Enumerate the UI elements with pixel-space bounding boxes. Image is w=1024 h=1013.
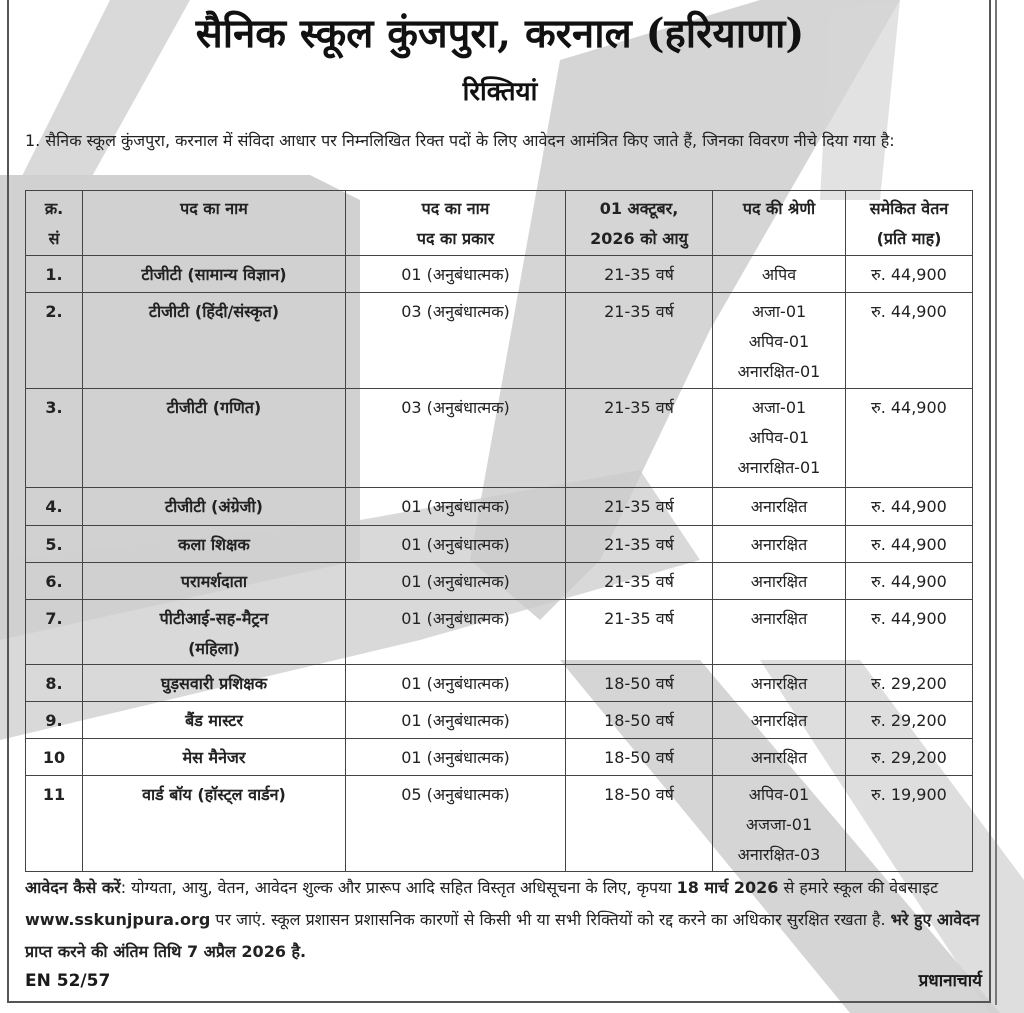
table-row [26,293,973,389]
cell-age: 21-35 वर्ष [566,256,713,293]
how-to-apply [25,872,987,968]
how-to-apply-text-1: : योग्यता, आयु, वेतन, आवेदन शुल्क और प्रारूप आदि सहित विस्तृत अधिसूचना के लिए, कृपया [120,878,677,897]
cell-post-type: 01 (अनुबंधात्मक) [346,702,566,739]
table-header-row [26,191,973,256]
cell-post-name [83,776,346,872]
reference-number: EN 52/57 [25,971,111,991]
signatory: प्रधानाचार्य [918,971,982,991]
notice-subtitle: रिक्तियां [462,77,538,107]
post-name-line: टीजीटी (सामान्य विज्ञान) [141,265,287,284]
cell-salary: रु. 29,200 [846,702,973,739]
post-name-line: टीजीटी (गणित) [166,398,262,417]
table-row [26,665,973,702]
application-deadline: भरे हुए आवेदन प्राप्त करने की अंतिम तिथि 7 अप्रैल 2026 है. [25,910,980,961]
category-line: अपिव-01 [748,332,810,351]
category-line: अनारक्षित [750,609,808,628]
post-name-line: परामर्शदाता [180,572,248,591]
cell-serial: 1. [26,256,83,293]
header-category: पद की श्रेणी [713,191,846,256]
table-row [26,256,973,293]
category-line: अनारक्षित [750,748,808,767]
cell-age: 18-50 वर्ष [566,776,713,872]
cell-post-type: 01 (अनुबंधात्मक) [346,526,566,563]
cell-post-type: 01 (अनुबंधात्मक) [346,488,566,526]
header-post-name: पद का नाम [83,191,346,256]
cell-post-name [83,739,346,776]
post-name-line: (महिला) [188,639,240,658]
cell-age: 18-50 वर्ष [566,702,713,739]
cell-post-name [83,702,346,739]
cell-salary: रु. 44,900 [846,600,973,665]
cell-age: 21-35 वर्ष [566,488,713,526]
table-row [26,776,973,872]
category-line: अनारक्षित [750,711,808,730]
cell-post-type: 01 (अनुबंधात्मक) [346,600,566,665]
cell-salary: रु. 44,900 [846,488,973,526]
table-row [26,389,973,488]
cell-serial: 10 [26,739,83,776]
cell-serial: 8. [26,665,83,702]
post-name-line: पीटीआई-सह-मैट्रन [159,609,269,628]
header-post-type: पद का नाम पद का प्रकार [346,191,566,256]
cell-category [713,665,846,702]
table-row [26,526,973,563]
cell-post-type: 01 (अनुबंधात्मक) [346,739,566,776]
cell-category [713,526,846,563]
cell-post-type: 03 (अनुबंधात्मक) [346,389,566,488]
cell-post-name [83,600,346,665]
application-start-date: 18 मार्च 2026 [676,878,779,897]
header-salary: समेकित वेतन (प्रति माह) [846,191,973,256]
cell-serial: 11 [26,776,83,872]
cell-age: 21-35 वर्ष [566,293,713,389]
post-name-line: टीजीटी (हिंदी/संस्कृत) [148,302,280,321]
table-row [26,488,973,526]
cell-category [713,256,846,293]
cell-age: 21-35 वर्ष [566,563,713,600]
cell-post-type: 01 (अनुबंधात्मक) [346,563,566,600]
cell-post-name [83,488,346,526]
cell-serial: 4. [26,488,83,526]
cell-post-type: 03 (अनुबंधात्मक) [346,293,566,389]
cell-age: 21-35 वर्ष [566,526,713,563]
category-line: अजजा-01 [745,815,813,834]
cell-salary: रु. 44,900 [846,389,973,488]
how-to-apply-text-2: से हमारे स्कूल की वेबसाइट [778,878,939,897]
how-to-apply-text-3: पर जाएं. स्कूल प्रशासन प्रशासनिक कारणों से किसी भी या सभी रिक्तियों को रद्द करने का अधिकार सुरक्षित रखता है. [210,910,891,929]
cell-serial: 7. [26,600,83,665]
cell-salary: रु. 44,900 [846,256,973,293]
cell-category [713,389,846,488]
cell-salary: रु. 44,900 [846,563,973,600]
category-line: अनारक्षित-01 [737,458,821,477]
cell-category [713,739,846,776]
category-line: अजा-01 [751,398,807,417]
intro-paragraph: 1. सैनिक स्कूल कुंजपुरा, करनाल में संविदा आधार पर निम्नलिखित रिक्त पदों के लिए आवेदन आमंत्रित किए जाते हैं, जिनका विवरण नीचे दिया गया है: [25,131,895,150]
category-line: अपिव [761,265,797,284]
table-row [26,739,973,776]
cell-category [713,488,846,526]
category-line: अनारक्षित [750,674,808,693]
cell-salary: रु. 44,900 [846,526,973,563]
cell-post-name [83,526,346,563]
category-line: अनारक्षित [750,497,808,516]
category-line: अपिव-01 [748,428,810,447]
post-name-line: बैंड मास्टर [185,711,243,730]
table-row [26,563,973,600]
post-name-line: वार्ड बॉय (हॉस्ट्ल वार्डन) [142,785,286,804]
cell-category [713,293,846,389]
table-row [26,600,973,665]
cell-age: 18-50 वर्ष [566,739,713,776]
how-to-apply-label: आवेदन कैसे करें [25,878,121,897]
category-line: अपिव-01 [748,785,810,804]
post-name-line: टीजीटी (अंग्रेजी) [165,497,263,516]
category-line: अनारक्षित [750,572,808,591]
cell-serial: 3. [26,389,83,488]
category-line: अनारक्षित-01 [737,362,821,381]
school-website-link[interactable]: www.sskunjpura.org [25,910,211,929]
category-line: अजा-01 [751,302,807,321]
header-sn: क्र. सं [26,191,83,256]
cell-serial: 9. [26,702,83,739]
vacancy-table [25,190,973,872]
cell-salary: रु. 44,900 [846,293,973,389]
cell-category [713,563,846,600]
post-name-line: घुड़सवारी प्रशिक्षक [160,674,268,693]
cell-category [713,776,846,872]
cell-post-type: 01 (अनुबंधात्मक) [346,256,566,293]
cell-age: 18-50 वर्ष [566,665,713,702]
cell-age: 21-35 वर्ष [566,389,713,488]
post-name-line: मेस मैनेजर [182,748,246,767]
cell-serial: 2. [26,293,83,389]
header-age: 01 अक्टूबर, 2026 को आयु [566,191,713,256]
cell-salary: रु. 29,200 [846,739,973,776]
cell-salary: रु. 19,900 [846,776,973,872]
cell-serial: 6. [26,563,83,600]
cell-post-name [83,665,346,702]
cell-post-type: 01 (अनुबंधात्मक) [346,665,566,702]
cell-post-name [83,293,346,389]
category-line: अनारक्षित-03 [737,845,821,864]
post-name-line: कला शिक्षक [178,535,250,554]
cell-age: 21-35 वर्ष [566,600,713,665]
cell-salary: रु. 29,200 [846,665,973,702]
cell-post-name [83,563,346,600]
cell-post-name [83,256,346,293]
vacancy-table-body [26,256,973,872]
cell-post-type: 05 (अनुबंधात्मक) [346,776,566,872]
category-line: अनारक्षित [750,535,808,554]
cell-category [713,600,846,665]
cell-category [713,702,846,739]
cell-post-name [83,389,346,488]
cell-serial: 5. [26,526,83,563]
table-row [26,702,973,739]
notice-title: सैनिक स्कूल कुंजपुरा, करनाल (हरियाणा) [195,10,805,57]
